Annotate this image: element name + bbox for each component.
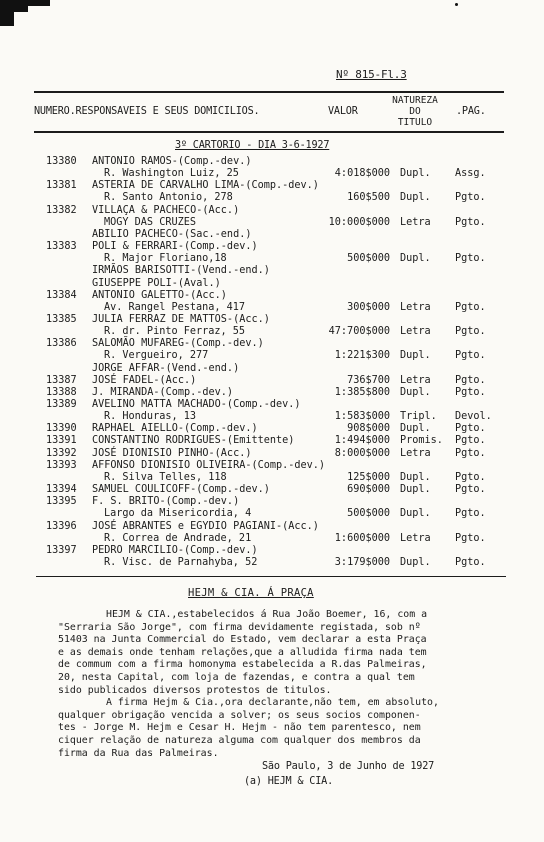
entry-text: Av. Rangel Pestana, 417: [104, 301, 246, 313]
notice-line: sido publicados diversos protestos de titulos.: [58, 684, 332, 696]
entry-natureza: Dupl.: [400, 168, 431, 180]
entry-valor: 8:000$000: [334, 447, 390, 459]
entry-natureza: Letra: [400, 447, 431, 459]
entry-natureza: Letra: [400, 374, 431, 386]
notice-line: e as demais onde tenham relações,que a alludida firma nada tem: [58, 646, 427, 658]
entry-number: 13388: [46, 386, 77, 398]
header-names-column: NUMERO.RESPONSAVEIS E SEUS DOMICILIOS.: [34, 106, 260, 117]
entry-valor: 1:221$300: [334, 350, 390, 362]
entry-text: ABILIO PACHECO-(Sac.-end.): [92, 228, 252, 240]
entry-number: 13383: [46, 241, 77, 253]
entry-pagamento: Pgto.: [455, 423, 486, 435]
entry-text: R. dr. Pinto Ferraz, 55: [104, 326, 246, 338]
entry-valor: 3:179$000: [334, 557, 390, 568]
entry-number: 13392: [46, 447, 77, 459]
entry-natureza: Dupl.: [400, 484, 431, 496]
entry-text: R. Vergueiro, 277: [104, 350, 209, 362]
entry-pagamento: Pgto.: [455, 192, 486, 204]
entry-text: AFFONSO DIONISIO OLIVEIRA-(Comp.-dev.): [92, 459, 326, 471]
entry-pagamento: Pgto.: [455, 435, 486, 447]
notice-signature: (a) HEJM & CIA.: [244, 776, 334, 787]
entry-natureza: Dupl.: [400, 557, 431, 568]
entry-natureza: Promis.: [400, 435, 443, 447]
notice-line: "Serraria São Jorge", com firma devidamente registada, sob nº: [58, 621, 421, 633]
entry-number: 13390: [46, 423, 77, 435]
entry-text: R. Correa de Andrade, 21: [104, 532, 252, 544]
entry-valor: 1:600$000: [334, 532, 390, 544]
entry-text: RAPHAEL AIELLO-(Comp.-dev.): [92, 423, 258, 435]
entry-text: GIUSEPPE POLI-(Aval.): [92, 277, 221, 289]
entry-valor: 4:018$000: [334, 168, 390, 180]
entry-pagamento: Pgto.: [455, 557, 486, 568]
notice-title: HEJM & CIA. Á PRAÇA: [188, 587, 314, 599]
notice-line: HEJM & CIA.,estabelecidos á Rua João Boemer, 16, com a: [106, 609, 428, 620]
header-natureza-column: NATUREZA DO TITULO: [392, 95, 438, 128]
notice-line: tes - Jorge M. Hejm e Cesar H. Hejm - não tem parentesco, nem: [58, 722, 421, 734]
entry-number: 13389: [46, 399, 77, 410]
entry-number: 13394: [46, 484, 77, 496]
entry-natureza: Dupl.: [400, 350, 431, 362]
entry-number: 13381: [46, 180, 77, 192]
entry-text: ANTONIO GALETTO-(Acc.): [92, 289, 227, 301]
notice-body: [58, 609, 502, 760]
header-valor-column: VALOR: [328, 106, 358, 117]
entry-text: VILLAÇA & PACHECO-(Acc.): [92, 204, 240, 216]
entry-pagamento: Pgto.: [455, 253, 486, 265]
entry-natureza: Dupl.: [400, 253, 431, 265]
entry-number: 13396: [46, 520, 77, 532]
entry-pagamento: Pgto.: [455, 471, 486, 483]
entry-valor: 10:000$000: [328, 216, 390, 228]
entry-natureza: Dupl.: [400, 423, 431, 435]
header-pag-column: .PAG.: [456, 106, 486, 117]
notice-line: A firma Hejm & Cia.,ora declarante,não tem, em absoluto,: [106, 697, 439, 709]
scan-blot: [455, 3, 458, 6]
entry-text: F. S. BRITO-(Comp.-dev.): [92, 496, 240, 508]
entry-text: Largo da Misericordia, 4: [104, 508, 252, 520]
entry-natureza: Letra: [400, 216, 431, 228]
entry-pagamento: Devol.: [455, 411, 492, 423]
entry-pagamento: Pgto.: [455, 484, 486, 496]
notice-line: ciquer relação de natureza alguma com qualquer dos membros da: [58, 734, 421, 746]
scan-blot: [0, 0, 14, 26]
entry-pagamento: Assg.: [455, 168, 486, 180]
entry-valor: 500$000: [347, 508, 390, 520]
entry-text: JOSÉ ABRANTES e EGYDIO PAGIANI-(Acc.): [92, 520, 319, 532]
entry-pagamento: Pgto.: [455, 447, 486, 459]
entry-valor: 908$000: [347, 423, 390, 435]
entry-valor: 1:385$800: [334, 386, 390, 398]
entry-text: R. Honduras, 13: [104, 411, 197, 423]
entry-text: MOGY DAS CRUZES: [104, 216, 197, 228]
entry-text: ASTERIA DE CARVALHO LIMA-(Comp.-dev.): [92, 180, 319, 192]
entry-natureza: Dupl.: [400, 192, 431, 204]
entry-number: 13387: [46, 374, 77, 386]
entry-text: ANTONIO RAMOS-(Comp.-dev.): [92, 156, 252, 167]
entry-text: R. Major Floriano,18: [104, 253, 227, 265]
entry-valor: 1:583$000: [334, 411, 390, 423]
entry-valor: 736$700: [347, 374, 390, 386]
entry-pagamento: Pgto.: [455, 508, 486, 520]
entry-text: CONSTANTINO RODRIGUES-(Emittente): [92, 435, 295, 447]
entry-pagamento: Pgto.: [455, 326, 486, 338]
entry-valor: 125$000: [347, 471, 390, 483]
entry-text: R. Visc. de Parnahyba, 52: [104, 557, 258, 568]
entry-number: 13397: [46, 544, 77, 556]
notice-line: firma da Rua das Palmeiras.: [58, 747, 219, 759]
entry-natureza: Dupl.: [400, 471, 431, 483]
entry-number: 13384: [46, 289, 77, 301]
entry-number: 13386: [46, 338, 77, 350]
notice-divider: [36, 576, 506, 577]
entry-valor: 1:494$000: [334, 435, 390, 447]
entry-pagamento: Pgto.: [455, 386, 486, 398]
entry-text: JOSÉ FADEL-(Acc.): [92, 374, 197, 386]
notice-line: de commum com a firma homonyma estabelecida a R.das Palmeiras,: [58, 659, 427, 671]
entry-pagamento: Pgto.: [455, 532, 486, 544]
entry-pagamento: Pgto.: [455, 301, 486, 313]
entry-text: SALOMÃO MUFAREG-(Comp.-dev.): [92, 338, 264, 350]
entry-valor: 160$500: [347, 192, 390, 204]
notice-line: 20, nesta Capital, com loja de fazendas, e contra a qual tem: [58, 671, 415, 683]
entry-text: JULIA FERRAZ DE MATTOS-(Acc.): [92, 314, 270, 325]
entry-text: R. Santo Antonio, 278: [104, 192, 233, 204]
entry-text: J. MIRANDA-(Comp.-dev.): [92, 386, 234, 398]
entry-number: 13380: [46, 156, 77, 167]
header-bottom-rule: [34, 131, 504, 133]
entry-text: PEDRO MARCILIO-(Comp.-dev.): [92, 544, 258, 556]
entry-number: 13385: [46, 314, 77, 325]
entry-number: 13382: [46, 204, 77, 216]
entry-pagamento: Pgto.: [455, 216, 486, 228]
entry-text: JOSÉ DIONISIO PINHO-(Acc.): [92, 447, 252, 459]
entry-number: 13395: [46, 496, 77, 508]
entry-text: AVELINO MATTA MACHADO-(Comp.-dev.): [92, 399, 301, 410]
entry-text: IRMÃOS BARISOTTI-(Vend.-end.): [92, 265, 270, 277]
entry-text: SAMUEL COULICOFF-(Comp.-dev.): [92, 484, 270, 496]
entry-number: 13393: [46, 459, 77, 471]
entry-valor: 47:700$000: [328, 326, 390, 338]
entry-text: POLI & FERRARI-(Comp.-dev.): [92, 241, 258, 253]
notice-date: São Paulo, 3 de Junho de 1927: [262, 761, 435, 772]
entry-natureza: Dupl.: [400, 508, 431, 520]
entry-valor: 300$000: [347, 301, 390, 313]
entry-natureza: Letra: [400, 326, 431, 338]
entry-valor: 690$000: [347, 484, 390, 496]
entry-valor: 500$000: [347, 253, 390, 265]
entry-pagamento: Pgto.: [455, 350, 486, 362]
entry-text: JORGE AFFAR-(Vend.-end.): [92, 362, 240, 374]
header-top-rule: [34, 91, 504, 93]
section-title: 3º CARTORIO - DIA 3-6-1927: [175, 140, 330, 151]
entry-number: 13391: [46, 435, 77, 447]
entry-natureza: Letra: [400, 301, 431, 313]
entry-natureza: Letra: [400, 532, 431, 544]
entry-pagamento: Pgto.: [455, 374, 486, 386]
entry-text: R. Silva Telles, 118: [104, 471, 227, 483]
entry-natureza: Dupl.: [400, 386, 431, 398]
page-reference: Nº 815-Fl.3: [336, 68, 407, 81]
notice-line: qualquer obrigação vencida a solver; os seus socios componen-: [58, 709, 421, 721]
entry-text: R. Washington Luiz, 25: [104, 168, 239, 180]
notice-line: 51403 na Junta Commercial do Estado, vem declarar a esta Praça: [58, 634, 427, 646]
entry-natureza: Tripl.: [400, 411, 437, 423]
